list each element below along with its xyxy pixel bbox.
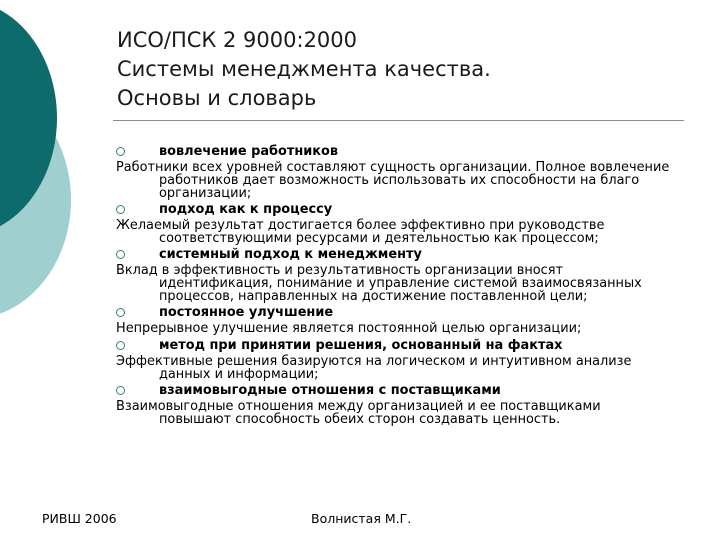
- circle-bullet-icon: [116, 250, 125, 259]
- circle-bullet-icon: [116, 386, 125, 395]
- principle-heading: метод при принятии решения, основанный на фактах: [116, 340, 676, 353]
- title-line-2: Системы менеджмента качества.: [117, 57, 491, 81]
- principle-heading: подход как к процессу: [116, 204, 676, 217]
- principle-description: Взаимовыгодные отношения между организацией и ее поставщиками повышают способность обеих сторон создавать ценность.: [116, 398, 601, 427]
- title-line-3: Основы и словарь: [117, 86, 317, 110]
- principle-heading: взаимовыгодные отношения с поставщиками: [116, 385, 676, 398]
- footer-author: Волнистая М.Г.: [311, 511, 412, 526]
- slide-title: [117, 26, 697, 113]
- decorative-circles: [0, 0, 110, 320]
- title-divider: [113, 120, 684, 121]
- principle-heading: вовлечение работников: [116, 146, 676, 159]
- principles-list: [116, 146, 676, 427]
- principle-heading: постоянное улучшение: [116, 307, 676, 320]
- principle-description: Непрерывное улучшение является постоянной целью организации;: [116, 321, 582, 337]
- circle-bullet-icon: [116, 341, 125, 350]
- principle-description: Вклад в эффективность и результативность организации вносят идентификация, понимание и управление системой взаимосвязанных процессов, направленных на достижение поставленной цели;: [116, 263, 642, 305]
- circle-bullet-icon: [116, 308, 125, 317]
- principle-description: Эффективные решения базируются на логическом и интуитивном анализе данных и информации;: [116, 353, 632, 382]
- circle-bullet-icon: [116, 205, 125, 214]
- title-line-1: ИСО/ПСК 2 9000:2000: [117, 28, 358, 52]
- footer-organization: РИВШ 2006: [42, 511, 117, 526]
- principle-heading: системный подход к менеджменту: [116, 249, 676, 262]
- principle-description: Работники всех уровней составляют сущность организации. Полное вовлечение работников дает возможность использовать их способности на благо организации;: [116, 159, 670, 201]
- principle-description: Желаемый результат достигается более эффективно при руководстве соответствующими ресурсами и деятельностью как процессом;: [116, 218, 605, 246]
- circle-bullet-icon: [116, 147, 125, 156]
